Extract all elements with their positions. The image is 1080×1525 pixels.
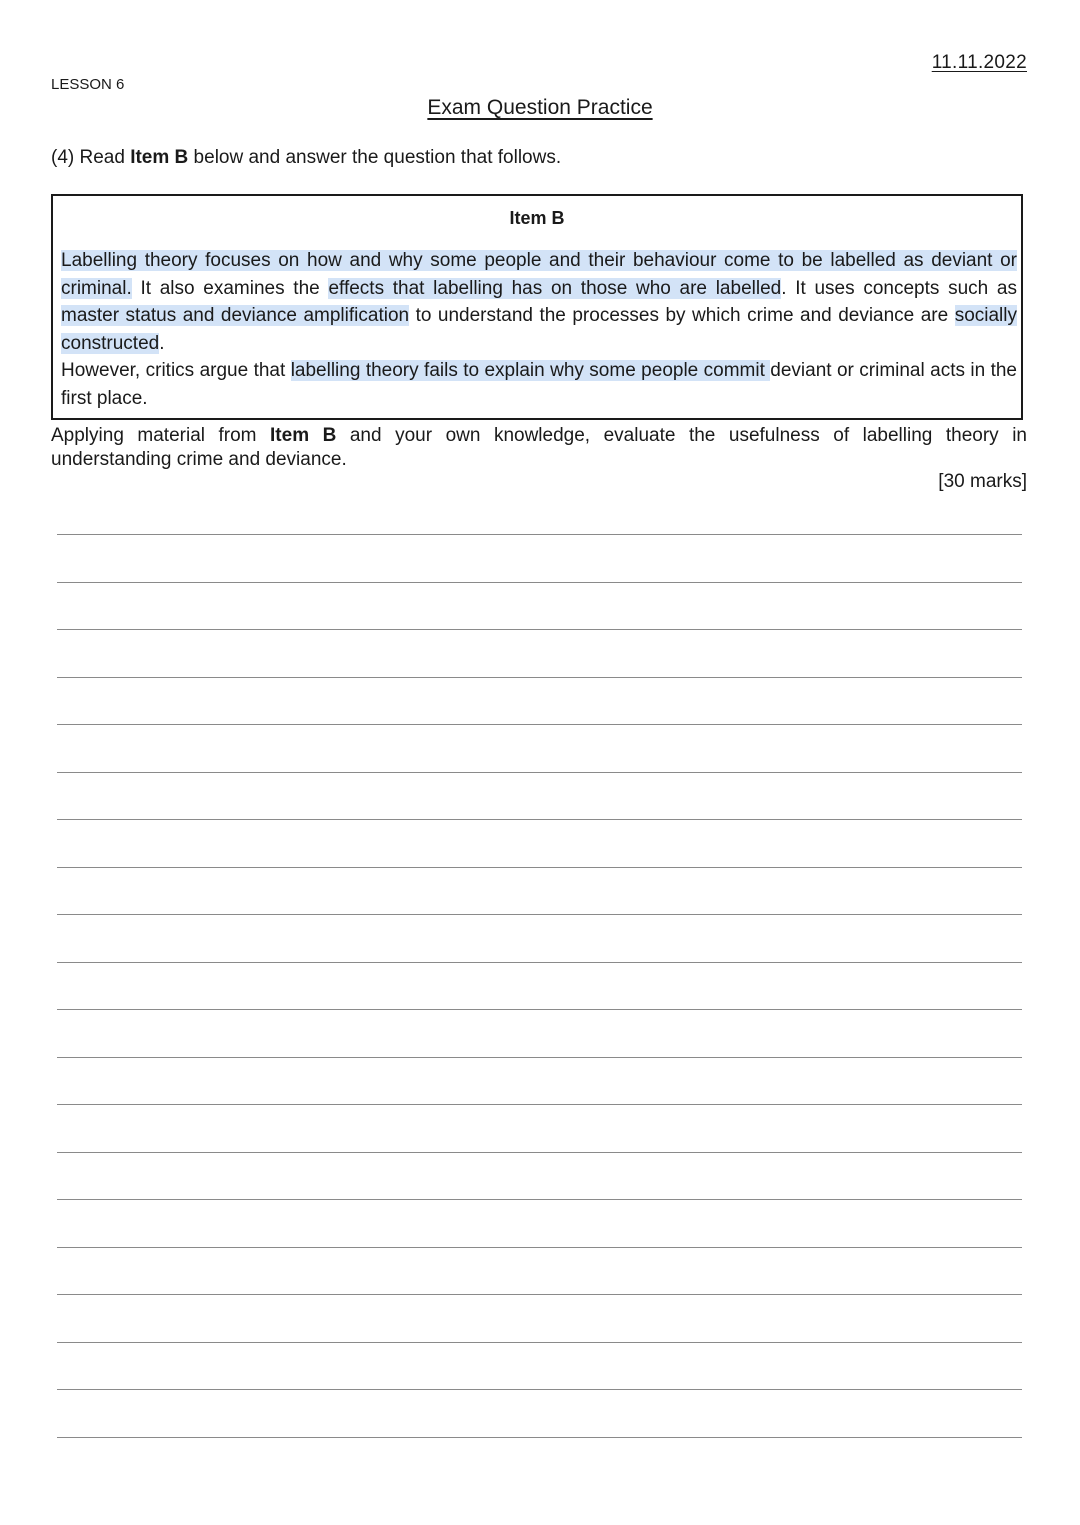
answer-line[interactable] [57, 819, 1022, 820]
answer-line[interactable] [57, 1342, 1022, 1343]
answer-line[interactable] [57, 962, 1022, 963]
lesson-label: LESSON 6 [51, 76, 125, 93]
item-paragraph-2 [61, 357, 1017, 412]
answer-line[interactable] [57, 1104, 1022, 1105]
marks: [30 marks] [938, 471, 1027, 492]
item-text-plain-2: . It uses concepts such as [781, 277, 1017, 299]
question-item-ref: Item B [270, 425, 337, 446]
question-line-1 [51, 424, 1027, 448]
highlight-3: master status and deviance amplification [61, 305, 410, 326]
question-prefix: Applying material from [51, 425, 271, 446]
instruction-prefix: (4) Read [51, 147, 131, 168]
answer-line[interactable] [57, 1009, 1022, 1010]
item-heading: Item B [509, 208, 565, 228]
item-text [61, 247, 1017, 412]
answer-line[interactable] [57, 1437, 1022, 1438]
answer-line[interactable] [57, 1199, 1022, 1200]
question-line-1-rest: and your own knowledge, evaluate the usefulness of labelling theory in [336, 425, 1027, 446]
answer-line[interactable] [57, 1152, 1022, 1153]
answer-line[interactable] [57, 534, 1022, 535]
answer-line[interactable] [57, 629, 1022, 630]
date: 11.11.2022 [931, 52, 1027, 73]
answer-line[interactable] [57, 772, 1022, 773]
question [51, 424, 1027, 472]
answer-line[interactable] [57, 1247, 1022, 1248]
answer-line[interactable] [57, 867, 1022, 868]
item-text-plain-4: . [159, 332, 165, 354]
answer-line[interactable] [57, 1294, 1022, 1295]
item-text-plain-6: deviant or criminal acts in the first place. [61, 360, 1017, 409]
answer-line[interactable] [57, 1389, 1022, 1390]
answer-line[interactable] [57, 724, 1022, 725]
highlight-1: Labelling theory focuses on how and why some people and their behaviour come to be labelled as deviant or criminal. [61, 250, 1017, 299]
question-line-2: understanding crime and deviance. [51, 449, 347, 470]
instruction-suffix: below and answer the question that follows. [188, 147, 562, 168]
instruction-item-ref: Item B [130, 147, 189, 168]
answer-line[interactable] [57, 677, 1022, 678]
item-text-plain-3: to understand the processes by which crime and deviance are [409, 305, 955, 326]
highlight-5: labelling theory fails to explain why some people commit [290, 360, 771, 381]
item-paragraph-1 [61, 247, 1017, 357]
answer-line[interactable] [57, 914, 1022, 915]
answer-line[interactable] [57, 582, 1022, 583]
page-title: Exam Question Practice [427, 96, 653, 119]
highlight-4: socially constructed [61, 305, 1018, 354]
instruction [51, 147, 561, 169]
item-text-plain-5: However, critics argue that [61, 360, 291, 381]
highlight-2: effects that labelling has on those who are labelled [328, 277, 782, 299]
item-box [51, 194, 1023, 420]
item-text-plain-1: It also examines the [131, 277, 329, 299]
answer-line[interactable] [57, 1057, 1022, 1058]
